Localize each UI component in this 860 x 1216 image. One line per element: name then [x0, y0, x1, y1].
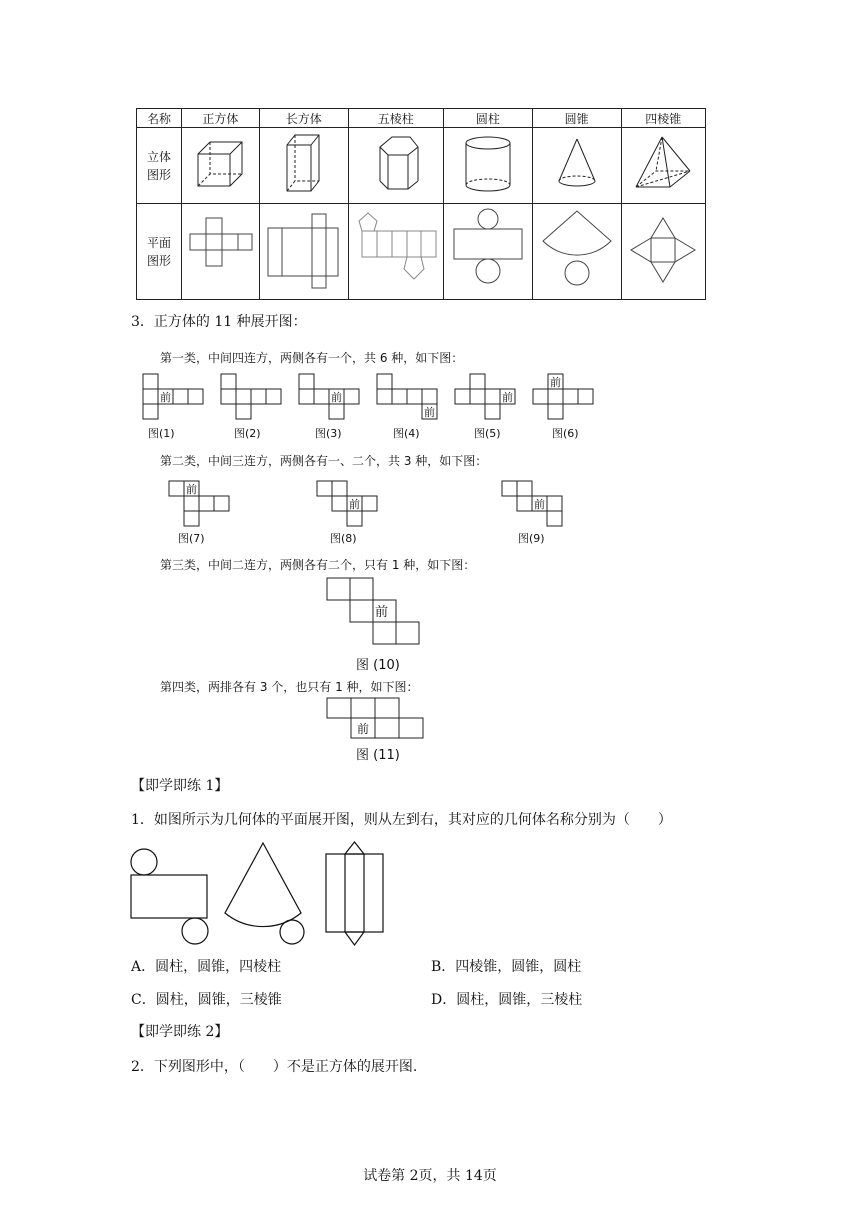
- row-label-net: 平面 图形: [137, 204, 182, 300]
- cylinder-cell: [443, 128, 532, 204]
- option-c[interactable]: C．圆柱，圆锥，三棱锥: [131, 992, 282, 1008]
- cylinder-net-figure: [131, 849, 208, 944]
- caption-10: 图 (10): [356, 658, 400, 673]
- cone-icon: [547, 131, 607, 197]
- header-square-pyramid: 四棱锥: [621, 109, 705, 128]
- class1-nets: [140, 372, 610, 420]
- pentagonal-prism-cell: [348, 128, 443, 204]
- class2-nets: [165, 478, 570, 528]
- cylinder-net-icon: [448, 207, 528, 293]
- cuboid-cell: [259, 128, 348, 204]
- class2-text: 第二类，中间三连方，两侧各有一、二个，共 3 种，如下图：: [160, 454, 488, 468]
- header-name: 名称: [137, 109, 182, 128]
- cuboid-net-cell: [259, 204, 348, 300]
- cube-icon: [190, 134, 250, 194]
- caption-6: 图(6): [552, 427, 579, 440]
- header-cube: 正方体: [182, 109, 260, 128]
- pentagonal-prism-icon: [366, 131, 426, 197]
- svg-text:前: 前: [160, 391, 171, 404]
- pentagonal-prism-net-cell: [348, 204, 443, 300]
- class1-text: 第一类，中间四连方，两侧各有一个，共 6 种，如下图：: [160, 351, 464, 365]
- option-b[interactable]: B．四棱锥，圆锥，圆柱: [431, 959, 582, 975]
- svg-text:前: 前: [502, 391, 513, 404]
- class3-text: 第三类，中间二连方，两侧各有二个，只有 1 种，如下图：: [160, 558, 476, 572]
- header-cuboid: 长方体: [259, 109, 348, 128]
- caption-8: 图(8): [330, 532, 357, 545]
- solids-table: [136, 108, 706, 300]
- practice1-question: 1．如图所示为几何体的平面展开图，则从左到右，其对应的几何体名称分别为（ ）: [131, 812, 672, 828]
- svg-text:前: 前: [424, 406, 435, 419]
- cone-net-cell: [532, 204, 621, 300]
- svg-text:前: 前: [534, 498, 545, 511]
- svg-text:前: 前: [357, 722, 370, 736]
- net-1: [143, 374, 203, 419]
- net-10: [325, 576, 425, 648]
- cuboid-icon: [279, 131, 329, 197]
- practice2-heading: 【即学即练 2】: [131, 1024, 229, 1040]
- svg-text:前: 前: [331, 391, 342, 404]
- square-pyramid-cell: [621, 128, 705, 204]
- practice1-heading: 【即学即练 1】: [131, 778, 229, 794]
- class4-text: 第四类，两排各有 3 个，也只有 1 种，如下图：: [160, 680, 419, 694]
- pentagonal-prism-net-icon: [353, 207, 439, 293]
- practice2-question: 2．下列图形中，（ ）不是正方体的展开图.: [131, 1059, 418, 1075]
- cuboid-net-icon: [264, 210, 344, 290]
- caption-2: 图(2): [234, 427, 261, 440]
- page-footer: 试卷第 2页，共 14页: [363, 1168, 497, 1184]
- cylinder-net-cell: [443, 204, 532, 300]
- header-pentagonal-prism: 五棱柱: [348, 109, 443, 128]
- caption-4: 图(4): [393, 427, 420, 440]
- net-6: [533, 374, 593, 419]
- net-5: [455, 374, 515, 419]
- caption-5: 图(5): [474, 427, 501, 440]
- svg-text:前: 前: [186, 483, 197, 496]
- cone-cell: [532, 128, 621, 204]
- caption-9: 图(9): [518, 532, 545, 545]
- net-11: [325, 696, 427, 740]
- option-d[interactable]: D．圆柱，圆锥，三棱柱: [431, 992, 583, 1008]
- svg-text:前: 前: [349, 498, 360, 511]
- net-4: [377, 374, 437, 419]
- caption-11: 图 (11): [356, 748, 400, 763]
- row-label-solid: 立体 图形: [137, 128, 182, 204]
- square-pyramid-net-icon: [625, 212, 701, 288]
- cube-net-cell: [182, 204, 260, 300]
- option-a[interactable]: A．圆柱，圆锥，四棱柱: [131, 959, 282, 975]
- caption-7: 图(7): [178, 532, 205, 545]
- net-9: [502, 481, 562, 526]
- cone-net-figure: [225, 843, 304, 944]
- caption-1: 图(1): [148, 427, 175, 440]
- net-7: [169, 481, 229, 526]
- section-heading: 3．正方体的 11 种展开图：: [131, 314, 307, 330]
- net-3: [299, 374, 359, 419]
- square-pyramid-net-cell: [621, 204, 705, 300]
- svg-text:前: 前: [375, 605, 389, 620]
- cube-net-icon: [185, 215, 255, 285]
- practice1-figures: [125, 840, 395, 950]
- header-cone: 圆锥: [532, 109, 621, 128]
- cone-net-icon: [537, 207, 617, 293]
- prism-net-figure: [326, 842, 383, 945]
- net-2: [221, 374, 281, 419]
- net-8: [317, 481, 377, 526]
- svg-text:前: 前: [550, 376, 561, 389]
- cylinder-icon: [458, 131, 518, 197]
- square-pyramid-icon: [630, 131, 696, 197]
- caption-3: 图(3): [315, 427, 342, 440]
- cube-cell: [182, 128, 260, 204]
- header-cylinder: 圆柱: [443, 109, 532, 128]
